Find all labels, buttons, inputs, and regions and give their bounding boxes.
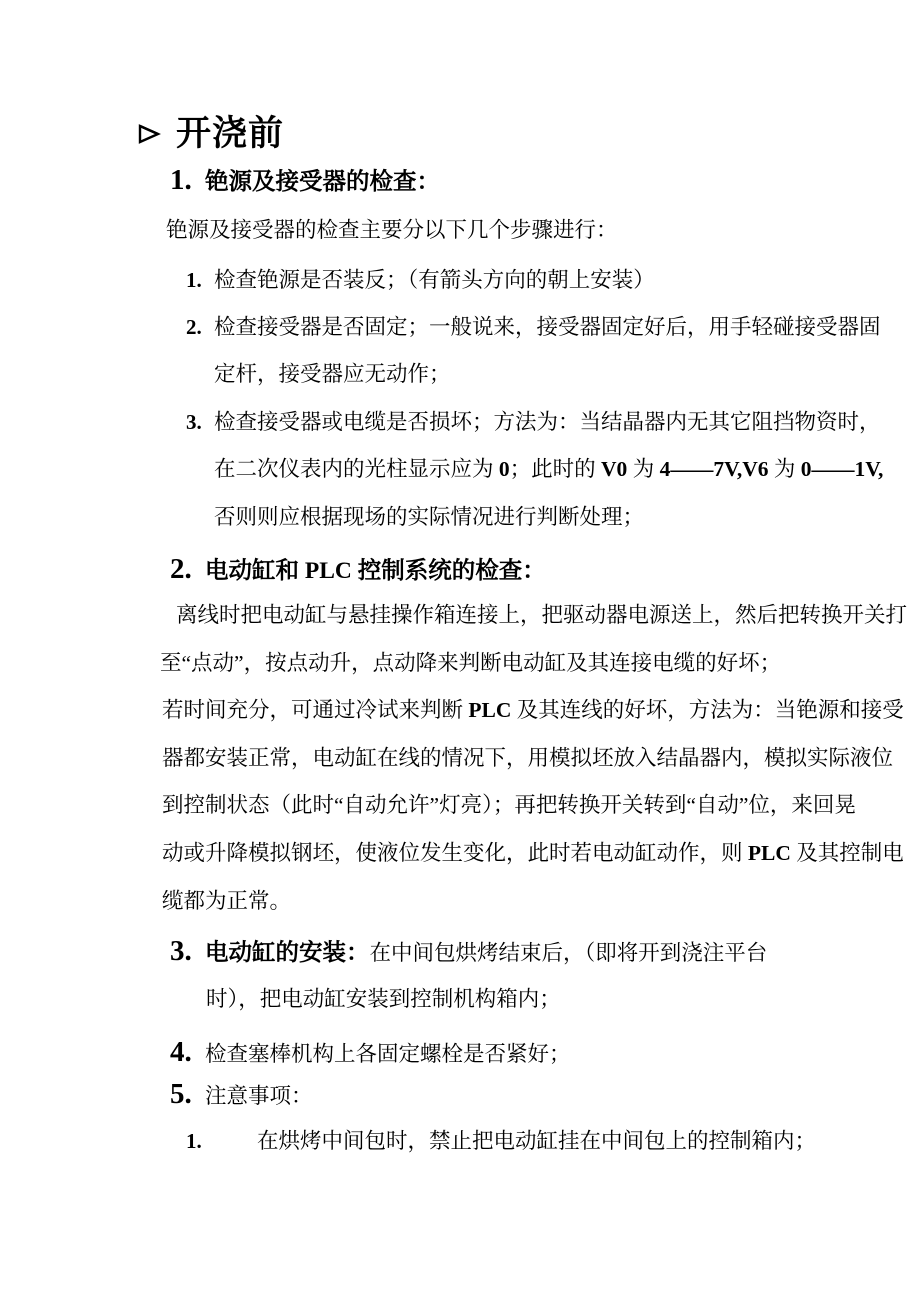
s2-para-2-line-4 [162,840,904,867]
section-3-title [170,933,767,969]
text-run: 及其控制电 [790,841,904,865]
section-2-number: 2. [170,553,192,585]
heading-text: 开浇前 [176,114,285,153]
text-run: ；此时的 [509,457,602,481]
section-2-title-text-2: 控制系统的检查： [351,558,546,584]
text-run: 检查接受器是否固定；一般说来，接受器固定好后，用手轻碰接受器固 [214,315,881,339]
arrow-bullet-icon [136,121,162,147]
section-5-number: 5. [170,1078,192,1110]
text-run: 铯源及接受器的检查主要分以下几个步骤进行： [166,218,618,242]
s1-item-2-number: 2. [186,315,202,339]
section-2-title-text: 电动缸和 [205,558,305,584]
section-2-title-plc: PLC [304,558,352,584]
s5-item-1-number: 1. [186,1129,202,1153]
text-run: 检查接受器或电缆是否损坏；方法为：当结晶器内无其它阻挡物资时， [214,410,881,434]
text-run: 为 [627,457,660,481]
text-run: 动或升降模拟钢坯，使液位发生变化，此时若电动缸动作，则 [162,841,748,865]
text-run: 在烘烤中间包时，禁止把电动缸挂在中间包上的控制箱内； [257,1129,817,1153]
s2-para-1-line-1 [176,602,907,629]
section-4-number: 4. [170,1036,192,1068]
section-5-title [170,1076,313,1112]
text-run: 在中间包烘烤结束后，（即将开到浇注平台 [369,941,768,965]
text-run: 时），把电动缸安装到控制机构箱内； [206,987,561,1011]
section-1-number: 1. [170,164,192,196]
text-run: 否则则应根据现场的实际情况进行判断处理； [214,505,645,529]
s2-para-2-line-5 [162,888,291,915]
s1-item-3-line-2 [214,456,883,483]
text-run: 及其连线的好坏，方法为：当铯源和接受 [511,698,904,722]
text-run: 缆都为正常。 [162,889,292,913]
s1-item-1 [186,267,655,294]
section-3-number: 3. [170,935,192,967]
text-run: 若时间充分，可通过冷试来判断 [162,698,469,722]
text-run: 检查塞棒机构上各固定螺栓是否紧好； [205,1042,571,1066]
text-run: 离线时把电动缸与悬挂操作箱连接上，把驱动器电源送上，然后把转换开关打 [176,603,908,627]
value-run: V0 [601,457,628,481]
text-run: 为 [768,457,801,481]
s2-para-1-line-2 [160,650,781,677]
s1-item-2-line-1 [186,314,881,341]
s3-line-2 [206,986,561,1013]
s2-para-2-line-1 [162,697,904,724]
section-3-title-text: 电动缸的安装： [205,940,370,966]
text-run: 在二次仪表内的光柱显示应为 [214,457,499,481]
section-2-title [170,551,546,587]
s2-para-2-line-2 [162,745,893,772]
section-1-title [170,162,440,198]
s1-item-1-number: 1. [186,268,202,292]
s1-item-3-line-1 [186,409,881,436]
s1-item-2-line-2 [214,361,451,388]
text-run: 器都安装正常，电动缸在线的情况下，用模拟坯放入结晶器内，模拟实际液位 [162,746,894,770]
value-run: 0 [498,457,510,481]
text-run: 至“点动”，按点动升，点动降来判断电动缸及其连接电缆的好坏； [160,651,782,675]
s2-para-2-line-3 [162,792,856,819]
text-run: 到控制状态（此时“自动允许”灯亮）；再把转换开关转到“自动”位，来回晃 [162,793,856,817]
document-heading [136,112,284,156]
text-run: 定杆，接受器应无动作； [214,362,451,386]
section-1-intro [166,217,618,244]
text-run: 检查铯源是否装反；（有箭头方向的朝上安装） [214,268,655,292]
value-run: PLC [468,698,512,722]
s1-item-3-number: 3. [186,410,202,434]
s1-item-3-line-3 [214,504,644,531]
section-4-title [170,1034,571,1070]
s5-item-1 [186,1128,816,1155]
section-5-title-text: 注意事项： [205,1084,313,1108]
value-run: PLC [747,841,791,865]
section-1-title-text: 铯源及接受器的检查： [205,169,440,195]
value-run: 4——7V,V6 [659,457,769,481]
value-run: 0——1V, [800,457,884,481]
